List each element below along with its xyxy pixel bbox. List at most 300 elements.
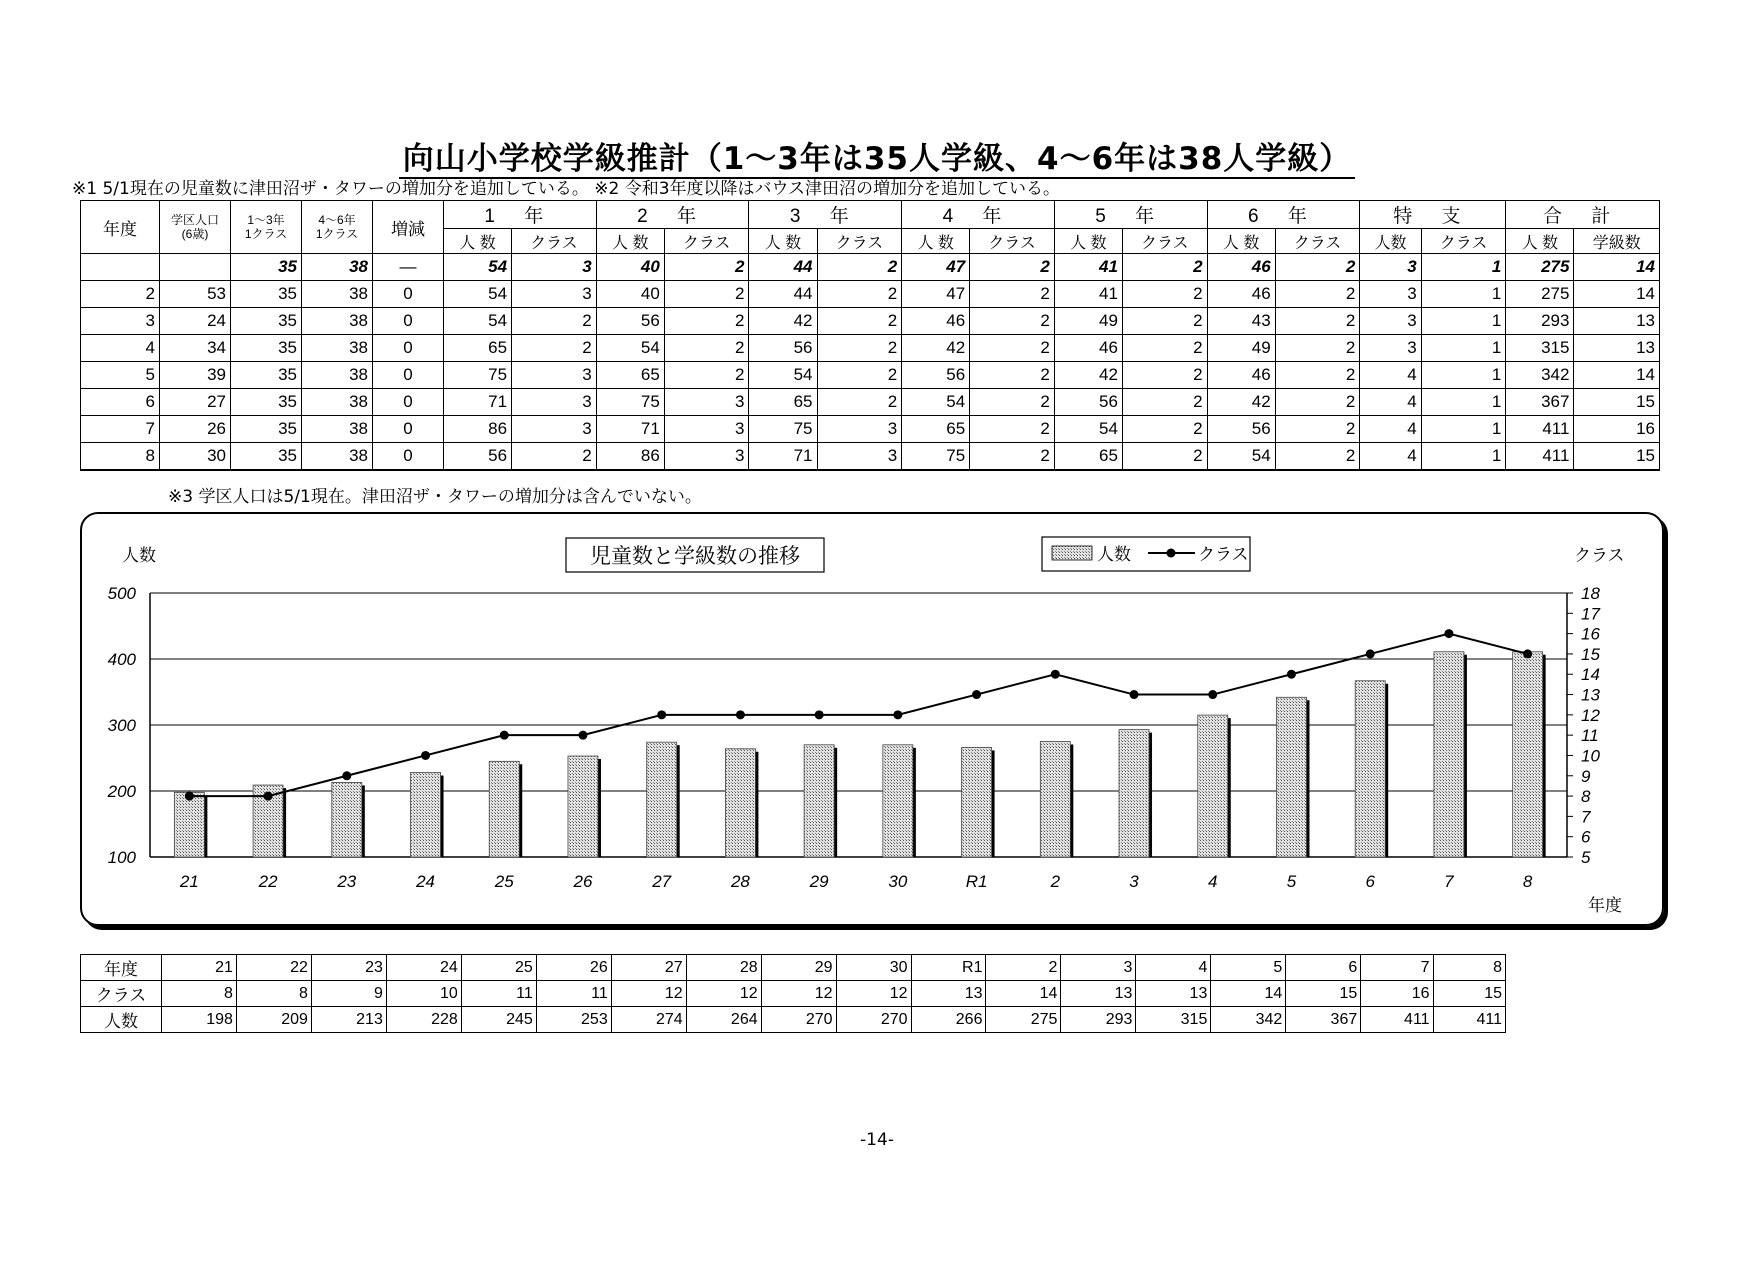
table-cell: 1 bbox=[1421, 308, 1506, 335]
x-tick-label: 3 bbox=[1129, 872, 1139, 891]
table-cell: 38 bbox=[302, 308, 373, 335]
summary-row-label: 年度 bbox=[81, 955, 162, 981]
line-point bbox=[421, 751, 430, 760]
table-cell: 86 bbox=[596, 443, 664, 471]
summary-row-label: クラス bbox=[81, 981, 162, 1007]
bar bbox=[647, 742, 677, 857]
table-cell: 35 bbox=[231, 362, 302, 389]
table-cell: 41 bbox=[1054, 254, 1122, 281]
table-cell: 56 bbox=[444, 443, 512, 471]
legend-bar-swatch bbox=[1052, 546, 1092, 560]
table-cell: 71 bbox=[444, 389, 512, 416]
table-cell: 56 bbox=[749, 335, 817, 362]
table-cell: 56 bbox=[1054, 389, 1122, 416]
x-tick-label: 28 bbox=[730, 872, 750, 891]
header-class: クラス bbox=[664, 229, 749, 254]
note-3: ※3 学区人口は5/1現在。津田沼ザ・タワーの増加分は含んでいない。 bbox=[168, 487, 702, 507]
x-tick-label: 29 bbox=[809, 872, 829, 891]
y2-tick-label: 11 bbox=[1581, 726, 1599, 746]
summary-cell: 16 bbox=[1361, 981, 1433, 1007]
table-cell: 56 bbox=[596, 308, 664, 335]
line-point bbox=[185, 792, 194, 801]
table-cell: 43 bbox=[1207, 308, 1275, 335]
table-cell: 54 bbox=[444, 281, 512, 308]
table-cell: 315 bbox=[1506, 335, 1574, 362]
table-cell: 39 bbox=[160, 362, 231, 389]
header-grade3: 3 年 bbox=[749, 201, 902, 229]
line-point bbox=[815, 710, 824, 719]
header-grade4: 4 年 bbox=[902, 201, 1055, 229]
summary-cell: 245 bbox=[461, 1007, 536, 1033]
bar bbox=[411, 773, 441, 857]
summary-cell: 4 bbox=[1136, 955, 1211, 981]
table-cell: 3 bbox=[1360, 308, 1421, 335]
summary-cell: 26 bbox=[536, 955, 611, 981]
header-people: 人 数 bbox=[749, 229, 817, 254]
table-cell: 3 bbox=[512, 281, 597, 308]
bar bbox=[1040, 742, 1070, 858]
table-cell: 0 bbox=[373, 362, 444, 389]
table-cell: 13 bbox=[1574, 335, 1660, 362]
table-cell: 2 bbox=[970, 308, 1055, 335]
table-cell: 2 bbox=[817, 389, 902, 416]
summary-cell: 253 bbox=[536, 1007, 611, 1033]
y2-tick-label: 12 bbox=[1581, 705, 1600, 725]
table-cell: 3 bbox=[512, 389, 597, 416]
table-cell: 15 bbox=[1574, 443, 1660, 471]
table-cell: 2 bbox=[1122, 389, 1207, 416]
table-cell: 35 bbox=[231, 281, 302, 308]
bar bbox=[1355, 681, 1385, 857]
bar bbox=[883, 745, 913, 857]
header-people: 人 数 bbox=[1054, 229, 1122, 254]
header-g46: 4～6年 1クラス bbox=[302, 201, 373, 254]
header-people: 人 数 bbox=[596, 229, 664, 254]
table-cell: 46 bbox=[1207, 281, 1275, 308]
summary-cell: 315 bbox=[1136, 1007, 1211, 1033]
summary-cell: 24 bbox=[386, 955, 461, 981]
table-cell: 54 bbox=[596, 335, 664, 362]
summary-row bbox=[81, 1007, 1506, 1033]
summary-cell: 293 bbox=[1061, 1007, 1136, 1033]
header-class: クラス bbox=[512, 229, 597, 254]
table-cell: 49 bbox=[1054, 308, 1122, 335]
table-cell: 275 bbox=[1506, 281, 1574, 308]
table-cell: 42 bbox=[902, 335, 970, 362]
table-cell: 4 bbox=[81, 335, 160, 362]
table-cell: 56 bbox=[902, 362, 970, 389]
summary-cell: 12 bbox=[761, 981, 836, 1007]
table-cell: 75 bbox=[444, 362, 512, 389]
header-people: 人 数 bbox=[1207, 229, 1275, 254]
table-cell: 41 bbox=[1054, 281, 1122, 308]
y-tick-label: 500 bbox=[107, 584, 136, 603]
table-cell: 54 bbox=[1207, 443, 1275, 471]
table-cell: 2 bbox=[1122, 254, 1207, 281]
x-tick-label: 4 bbox=[1208, 872, 1218, 891]
table-cell: 71 bbox=[749, 443, 817, 471]
summary-cell: 5 bbox=[1211, 955, 1286, 981]
header-people: 人 数 bbox=[902, 229, 970, 254]
summary-cell: 10 bbox=[386, 981, 461, 1007]
table-cell: 2 bbox=[817, 335, 902, 362]
summary-cell: 8 bbox=[236, 981, 311, 1007]
bar bbox=[568, 756, 598, 857]
table-cell: 3 bbox=[1360, 281, 1421, 308]
y2-tick-label: 8 bbox=[1581, 787, 1591, 807]
y2-tick-label: 5 bbox=[1581, 848, 1591, 867]
table-cell: 42 bbox=[1207, 389, 1275, 416]
summary-cell: 8 bbox=[1433, 955, 1505, 981]
table-cell: 1 bbox=[1421, 443, 1506, 471]
summary-cell: R1 bbox=[911, 955, 986, 981]
table-cell: 0 bbox=[373, 308, 444, 335]
table-cell: 2 bbox=[664, 362, 749, 389]
header-class: クラス bbox=[1421, 229, 1506, 254]
table-cell: 53 bbox=[160, 281, 231, 308]
table-cell: 16 bbox=[1574, 416, 1660, 443]
summary-cell: 11 bbox=[461, 981, 536, 1007]
summary-cell: 2 bbox=[986, 955, 1061, 981]
table-cell: 46 bbox=[1207, 362, 1275, 389]
summary-cell: 209 bbox=[236, 1007, 311, 1033]
summary-cell: 12 bbox=[686, 981, 761, 1007]
table-cell: 1 bbox=[1421, 416, 1506, 443]
summary-cell: 11 bbox=[536, 981, 611, 1007]
summary-cell: 12 bbox=[611, 981, 686, 1007]
table-cell: 54 bbox=[444, 254, 512, 281]
line-point bbox=[1523, 649, 1532, 658]
summary-cell: 274 bbox=[611, 1007, 686, 1033]
header-people: 人 数 bbox=[1506, 229, 1574, 254]
line-point bbox=[264, 792, 273, 801]
bar bbox=[804, 745, 834, 857]
bar bbox=[1198, 715, 1228, 857]
table-cell: 3 bbox=[664, 443, 749, 471]
bar bbox=[1276, 697, 1306, 857]
table-cell: 0 bbox=[373, 416, 444, 443]
bar bbox=[332, 782, 362, 857]
table-cell: 342 bbox=[1506, 362, 1574, 389]
table-cell: 65 bbox=[902, 416, 970, 443]
table-cell: 2 bbox=[970, 389, 1055, 416]
table-cell: 2 bbox=[970, 335, 1055, 362]
table-cell: 35 bbox=[231, 416, 302, 443]
table-cell: 35 bbox=[231, 308, 302, 335]
table-cell: 2 bbox=[970, 416, 1055, 443]
table-cell: 2 bbox=[970, 362, 1055, 389]
summary-cell: 29 bbox=[761, 955, 836, 981]
table-cell: 2 bbox=[970, 281, 1055, 308]
summary-cell: 342 bbox=[1211, 1007, 1286, 1033]
table-cell: 275 bbox=[1506, 254, 1574, 281]
line-point bbox=[1444, 629, 1453, 638]
y-tick-label: 100 bbox=[107, 848, 136, 867]
y2-tick-label: 14 bbox=[1581, 665, 1600, 685]
y2-tick-label: 6 bbox=[1581, 827, 1591, 847]
header-change: 増減 bbox=[373, 201, 444, 254]
table-cell: 54 bbox=[1054, 416, 1122, 443]
table-cell: 35 bbox=[231, 389, 302, 416]
header-grade1: 1 年 bbox=[444, 201, 597, 229]
summary-cell: 6 bbox=[1286, 955, 1361, 981]
summary-cell: 411 bbox=[1433, 1007, 1505, 1033]
line-point bbox=[736, 710, 745, 719]
summary-row-label: 人数 bbox=[81, 1007, 162, 1033]
page-number: -14- bbox=[860, 1130, 894, 1150]
legend-line-marker bbox=[1167, 549, 1176, 558]
y2-tick-label: 18 bbox=[1581, 584, 1600, 603]
table-cell: 38 bbox=[302, 335, 373, 362]
table-cell: 2 bbox=[512, 308, 597, 335]
summary-cell: 12 bbox=[836, 981, 911, 1007]
table-cell: 46 bbox=[1054, 335, 1122, 362]
summary-cell: 367 bbox=[1286, 1007, 1361, 1033]
table-cell: 65 bbox=[444, 335, 512, 362]
y2-axis-title: クラス bbox=[1574, 546, 1625, 566]
header-class: クラス bbox=[1275, 229, 1360, 254]
table-cell: 2 bbox=[817, 362, 902, 389]
x-tick-label: 2 bbox=[1050, 872, 1061, 891]
table-cell: 2 bbox=[1122, 281, 1207, 308]
y-tick-label: 300 bbox=[107, 716, 136, 735]
y2-tick-label: 13 bbox=[1581, 685, 1600, 705]
summary-row bbox=[81, 955, 1506, 981]
summary-cell: 275 bbox=[986, 1007, 1061, 1033]
table-cell: 75 bbox=[902, 443, 970, 471]
table-cell: 26 bbox=[160, 416, 231, 443]
header-grade5: 5 年 bbox=[1054, 201, 1207, 229]
table-cell: 411 bbox=[1506, 443, 1574, 471]
line-point bbox=[893, 710, 902, 719]
table-cell: 13 bbox=[1574, 308, 1660, 335]
table-cell: 35 bbox=[231, 443, 302, 471]
summary-cell: 270 bbox=[761, 1007, 836, 1033]
summary-cell: 22 bbox=[236, 955, 311, 981]
table-cell: 2 bbox=[664, 308, 749, 335]
x-axis-title: 年度 bbox=[1588, 896, 1622, 916]
table-cell: 44 bbox=[749, 281, 817, 308]
table-cell: 2 bbox=[512, 335, 597, 362]
summary-cell: 270 bbox=[836, 1007, 911, 1033]
summary-cell: 15 bbox=[1286, 981, 1361, 1007]
header-grade2: 2 年 bbox=[596, 201, 749, 229]
bar bbox=[725, 749, 755, 857]
x-tick-label: 7 bbox=[1444, 872, 1454, 891]
table-cell: 3 bbox=[512, 254, 597, 281]
table-cell: 38 bbox=[302, 443, 373, 471]
table-cell: 3 bbox=[664, 389, 749, 416]
summary-table bbox=[80, 954, 1506, 1033]
y2-tick-label: 10 bbox=[1581, 746, 1600, 766]
y-axis-title: 人数 bbox=[122, 546, 156, 566]
bar bbox=[1434, 652, 1464, 857]
table-cell: 35 bbox=[231, 335, 302, 362]
y-tick-label: 200 bbox=[107, 782, 136, 801]
table-cell: 47 bbox=[902, 254, 970, 281]
line-point bbox=[972, 690, 981, 699]
table-cell: 3 bbox=[664, 416, 749, 443]
table-cell: 42 bbox=[1054, 362, 1122, 389]
table-cell: 3 bbox=[512, 362, 597, 389]
class-line bbox=[189, 634, 1527, 796]
y-tick-label: 400 bbox=[107, 650, 136, 669]
legend-bar-label: 人数 bbox=[1097, 545, 1131, 565]
table-cell: 38 bbox=[302, 416, 373, 443]
table-cell: 293 bbox=[1506, 308, 1574, 335]
summary-cell: 266 bbox=[911, 1007, 986, 1033]
summary-cell: 13 bbox=[911, 981, 986, 1007]
summary-cell: 15 bbox=[1433, 981, 1505, 1007]
table-cell: 2 bbox=[1122, 335, 1207, 362]
table-cell: 24 bbox=[160, 308, 231, 335]
table-cell: 38 bbox=[302, 281, 373, 308]
table-cell: 65 bbox=[749, 389, 817, 416]
table-cell: 2 bbox=[512, 443, 597, 471]
y2-tick-label: 15 bbox=[1581, 644, 1600, 664]
table-cell: 71 bbox=[596, 416, 664, 443]
summary-row bbox=[81, 981, 1506, 1007]
bar bbox=[174, 792, 204, 857]
table-cell: 34 bbox=[160, 335, 231, 362]
summary-cell: 14 bbox=[1211, 981, 1286, 1007]
line-point bbox=[1051, 670, 1060, 679]
table-cell: 65 bbox=[596, 362, 664, 389]
bar bbox=[489, 761, 519, 857]
table-cell: 2 bbox=[1275, 416, 1360, 443]
line-point bbox=[657, 710, 666, 719]
table-cell: 47 bbox=[902, 281, 970, 308]
line-point bbox=[342, 771, 351, 780]
table-cell: 35 bbox=[231, 254, 302, 281]
x-tick-label: 30 bbox=[888, 872, 908, 891]
table-cell: 65 bbox=[1054, 443, 1122, 471]
summary-cell: 198 bbox=[162, 1007, 237, 1033]
table-cell: 14 bbox=[1574, 281, 1660, 308]
table-cell: 38 bbox=[302, 254, 373, 281]
table-cell: 54 bbox=[444, 308, 512, 335]
header-class: クラス bbox=[1122, 229, 1207, 254]
summary-cell: 9 bbox=[311, 981, 386, 1007]
summary-cell: 27 bbox=[611, 955, 686, 981]
table-cell: 3 bbox=[1360, 335, 1421, 362]
table-cell: 2 bbox=[1275, 335, 1360, 362]
summary-cell: 13 bbox=[1061, 981, 1136, 1007]
x-tick-label: 26 bbox=[573, 872, 593, 891]
table-cell: 2 bbox=[1275, 254, 1360, 281]
summary-cell: 213 bbox=[311, 1007, 386, 1033]
table-cell: 75 bbox=[749, 416, 817, 443]
table-cell: 1 bbox=[1421, 281, 1506, 308]
summary-cell: 23 bbox=[311, 955, 386, 981]
table-cell: 86 bbox=[444, 416, 512, 443]
table-cell: 1 bbox=[1421, 362, 1506, 389]
table-cell: 411 bbox=[1506, 416, 1574, 443]
x-tick-label: 5 bbox=[1286, 872, 1297, 891]
table-cell: 2 bbox=[664, 335, 749, 362]
table-cell: 4 bbox=[1360, 362, 1421, 389]
table-cell: 2 bbox=[1275, 389, 1360, 416]
table-cell: 7 bbox=[81, 416, 160, 443]
x-tick-label: 6 bbox=[1365, 872, 1375, 891]
legend-line-label: クラス bbox=[1198, 545, 1249, 565]
table-cell: 3 bbox=[81, 308, 160, 335]
header-people: 人 数 bbox=[444, 229, 512, 254]
header-year: 年度 bbox=[81, 201, 160, 254]
table-cell: 8 bbox=[81, 443, 160, 471]
x-tick-label: 25 bbox=[494, 872, 514, 891]
x-tick-label: 24 bbox=[416, 872, 435, 891]
chart-title: 児童数と学級数の推移 bbox=[590, 544, 800, 568]
table-cell: 54 bbox=[902, 389, 970, 416]
summary-cell: 8 bbox=[162, 981, 237, 1007]
x-tick-label: 27 bbox=[652, 872, 672, 891]
x-tick-label: 22 bbox=[258, 872, 278, 891]
page-title: 向山小学校学級推計（1～3年は35人学級、4～6年は38人学級） bbox=[0, 133, 1754, 178]
table-cell: 2 bbox=[817, 254, 902, 281]
summary-cell: 264 bbox=[686, 1007, 761, 1033]
table-cell: 2 bbox=[1122, 308, 1207, 335]
table-cell: 2 bbox=[1275, 362, 1360, 389]
table-cell: 1 bbox=[1421, 254, 1506, 281]
summary-cell: 13 bbox=[1136, 981, 1211, 1007]
table-cell: 2 bbox=[817, 308, 902, 335]
table-cell: 40 bbox=[596, 281, 664, 308]
y2-tick-label: 9 bbox=[1581, 766, 1591, 786]
table-cell: 0 bbox=[373, 443, 444, 471]
bar bbox=[962, 747, 992, 857]
table-cell: 2 bbox=[1275, 281, 1360, 308]
summary-cell: 14 bbox=[986, 981, 1061, 1007]
y2-tick-label: 16 bbox=[1581, 624, 1600, 644]
table-cell: 3 bbox=[1360, 254, 1421, 281]
x-tick-label: 21 bbox=[179, 872, 199, 891]
table-cell: 6 bbox=[81, 389, 160, 416]
table-cell: 2 bbox=[1122, 362, 1207, 389]
table-cell: 2 bbox=[664, 254, 749, 281]
table-cell: 38 bbox=[302, 362, 373, 389]
table-cell: 2 bbox=[817, 281, 902, 308]
header-class: クラス bbox=[970, 229, 1055, 254]
table-cell: 2 bbox=[1275, 443, 1360, 471]
table-cell: 5 bbox=[81, 362, 160, 389]
header-total: 合 計 bbox=[1506, 201, 1660, 229]
header-class-count: 学級数 bbox=[1574, 229, 1660, 254]
table-cell: 46 bbox=[902, 308, 970, 335]
note-1: ※1 5/1現在の児童数に津田沼ザ・タワーの増加分を追加している。 ※2 令和3年度以降はバウス津田沼の増加分を追加している。 bbox=[72, 179, 1060, 199]
table-cell: 27 bbox=[160, 389, 231, 416]
table-cell: 1 bbox=[1421, 389, 1506, 416]
summary-cell: 7 bbox=[1361, 955, 1433, 981]
table-cell: 44 bbox=[749, 254, 817, 281]
line-point bbox=[1208, 690, 1217, 699]
summary-cell: 411 bbox=[1361, 1007, 1433, 1033]
summary-cell: 28 bbox=[686, 955, 761, 981]
header-class: クラス bbox=[817, 229, 902, 254]
bar bbox=[1513, 652, 1543, 857]
table-cell: 14 bbox=[1574, 362, 1660, 389]
table-cell: 49 bbox=[1207, 335, 1275, 362]
table-cell: 0 bbox=[373, 335, 444, 362]
header-special: 特 支 bbox=[1360, 201, 1506, 229]
line-point bbox=[1366, 649, 1375, 658]
line-point bbox=[500, 731, 509, 740]
table-cell: 42 bbox=[749, 308, 817, 335]
table-cell: 2 bbox=[970, 443, 1055, 471]
table-cell: 0 bbox=[373, 389, 444, 416]
y2-tick-label: 7 bbox=[1581, 807, 1591, 827]
header-g13: 1～3年 1クラス bbox=[231, 201, 302, 254]
